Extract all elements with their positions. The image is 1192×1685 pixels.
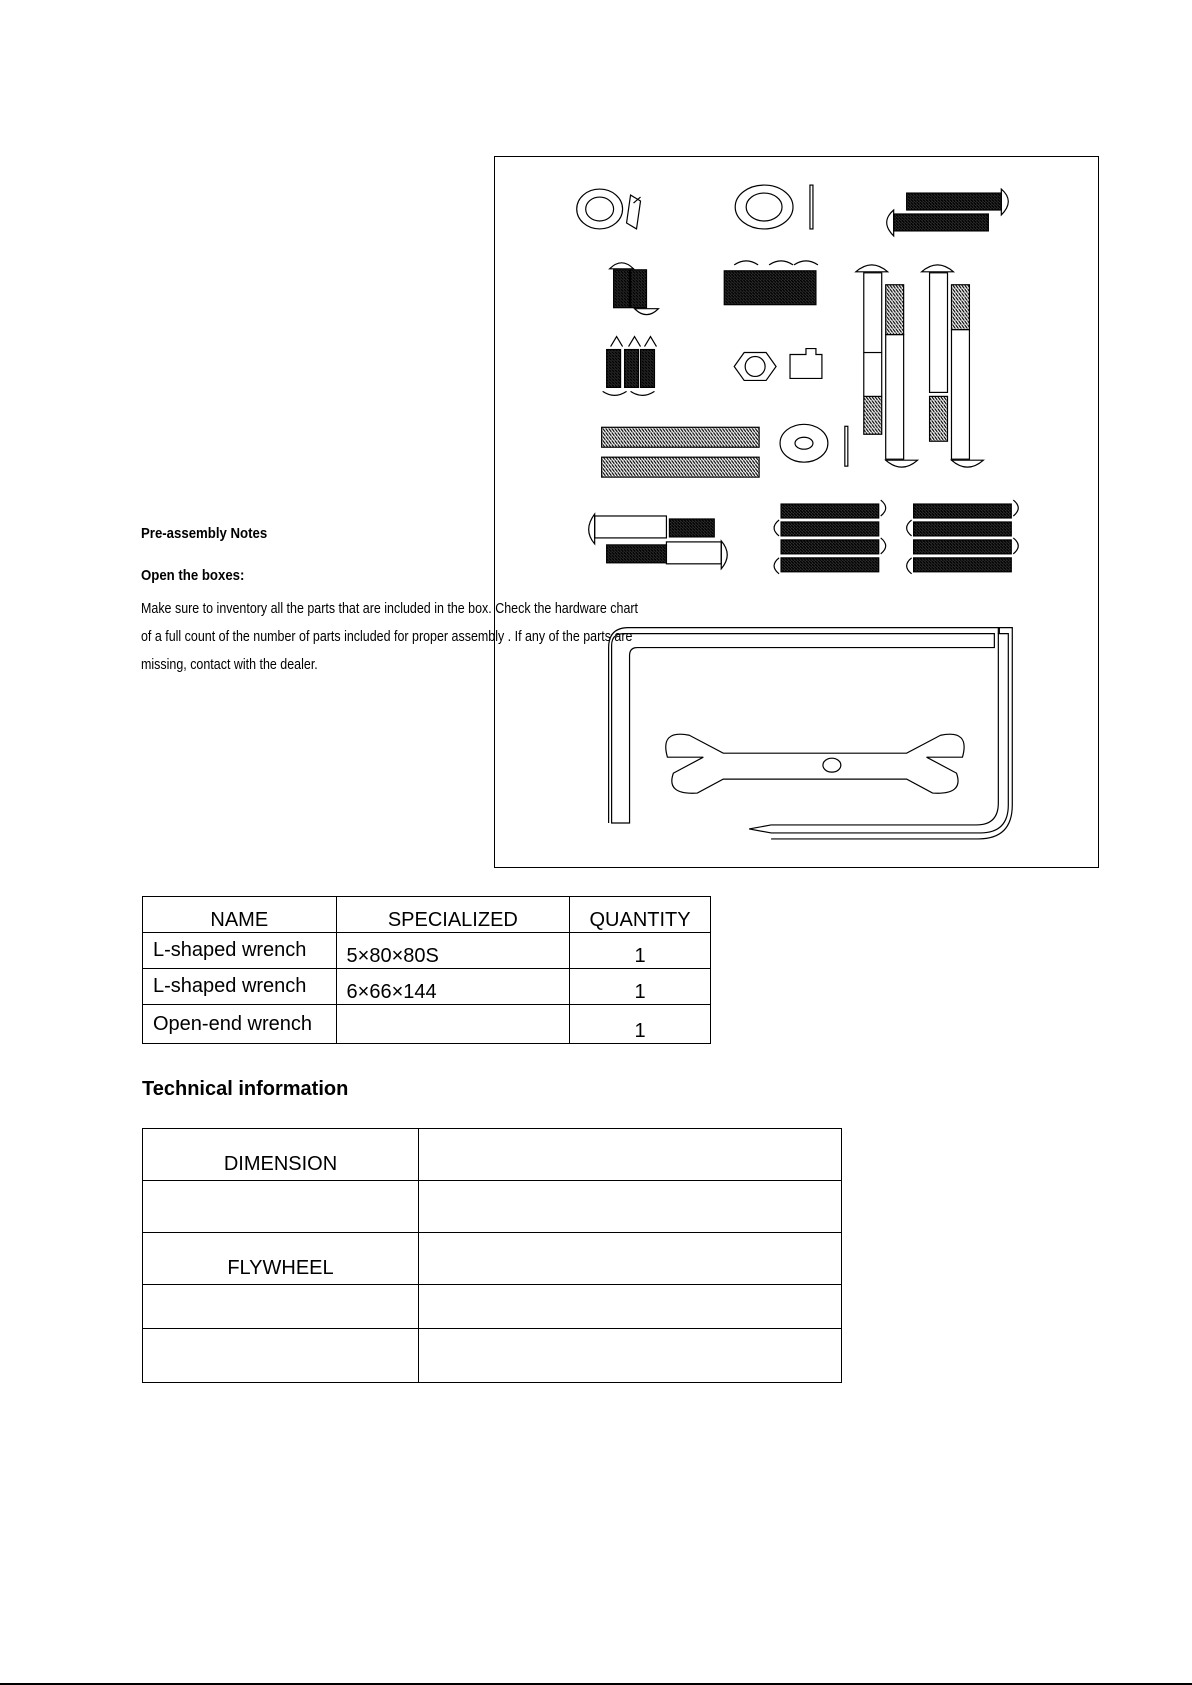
notes-heading: Pre-assembly Notes	[141, 525, 268, 542]
technical-table	[142, 1128, 842, 1383]
tool-spec: 6×66×144	[336, 969, 570, 1005]
tools-table-header	[143, 897, 711, 933]
tech-label	[143, 1181, 419, 1233]
spring-washer-icon	[577, 189, 641, 229]
tech-value	[419, 1233, 842, 1285]
notes-subheading: Open the boxes:	[141, 567, 245, 584]
tech-label: DIMENSION	[143, 1129, 419, 1181]
flat-washer-icon	[735, 185, 813, 229]
hardware-illustration	[494, 156, 1099, 868]
bolt-row-icon	[724, 261, 818, 305]
screw-stack-right-icon	[907, 500, 1019, 574]
tech-label: FLYWHEEL	[143, 1233, 419, 1285]
notes-line-3: missing, contact with the dealer.	[141, 657, 318, 673]
small-washer-icon	[780, 424, 848, 466]
nut-icon	[734, 349, 822, 381]
tech-value	[419, 1329, 842, 1383]
tech-value	[419, 1129, 842, 1181]
button-bolt-pair-icon	[887, 189, 1009, 236]
notes-line-2: of a full count of the number of parts included for proper assembly . If any of the parts are	[141, 629, 633, 645]
table-row	[143, 969, 711, 1005]
tool-qty: 1	[570, 969, 711, 1005]
notes-line-1: Make sure to inventory all the parts that are included in the box. Check the hardware chart	[141, 601, 638, 617]
hex-bolt-group-icon	[603, 337, 657, 396]
header-quantity: QUANTITY	[570, 897, 711, 933]
tool-name: L-shaped wrench	[143, 933, 337, 969]
table-row	[143, 1005, 711, 1044]
open-end-wrench-icon	[666, 734, 964, 793]
tech-label	[143, 1285, 419, 1329]
header-specialized: SPECIALIZED	[336, 897, 570, 933]
table-row	[143, 1329, 842, 1383]
carriage-bolt-icon	[589, 514, 728, 569]
technical-heading: Technical information	[142, 1078, 349, 1100]
short-bolt-group-icon	[610, 263, 659, 315]
tool-name: L-shaped wrench	[143, 969, 337, 1005]
table-row	[143, 933, 711, 969]
tool-spec: 5×80×80S	[336, 933, 570, 969]
tool-spec	[336, 1005, 570, 1044]
tool-qty: 1	[570, 1005, 711, 1044]
table-row	[143, 1181, 842, 1233]
tech-value	[419, 1285, 842, 1329]
hardware-drawing	[495, 157, 1098, 867]
tech-value	[419, 1181, 842, 1233]
threaded-rod-icon	[602, 427, 759, 477]
table-row	[143, 1285, 842, 1329]
screw-stack-left-icon	[774, 500, 886, 574]
long-bolt-icon	[856, 265, 984, 467]
table-row	[143, 1129, 842, 1181]
tool-qty: 1	[570, 933, 711, 969]
tech-label	[143, 1329, 419, 1383]
l-shaped-wrench-small-icon	[749, 628, 1012, 839]
tool-name: Open-end wrench	[143, 1005, 337, 1044]
tools-table	[142, 896, 711, 1044]
table-row	[143, 1233, 842, 1285]
header-name: NAME	[143, 897, 337, 933]
